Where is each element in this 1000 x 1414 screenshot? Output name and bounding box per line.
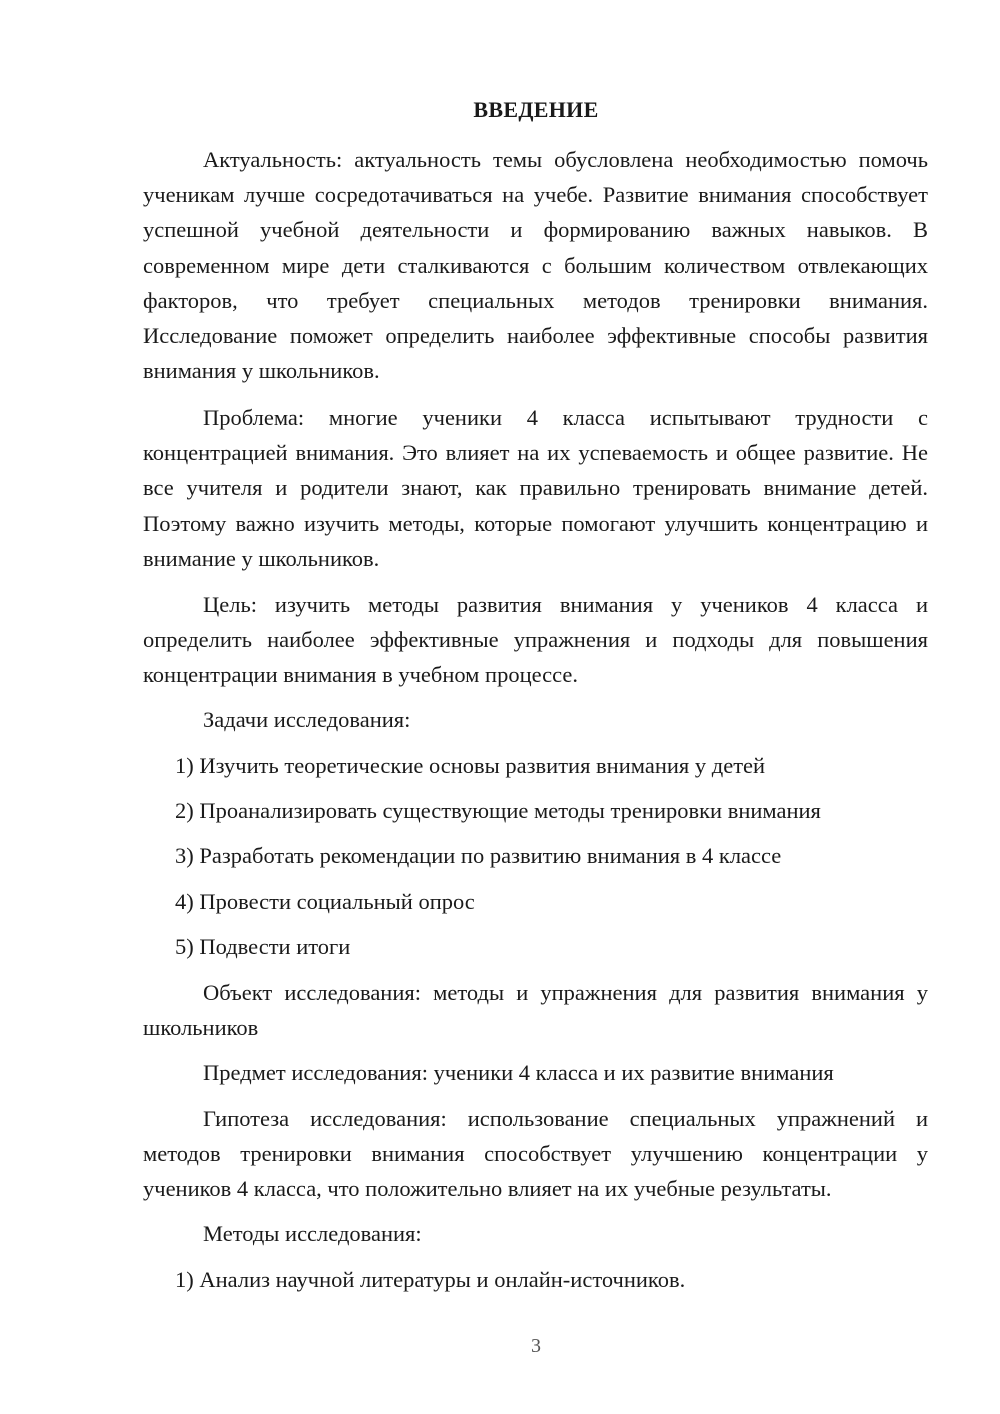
task-item-5: 5) Подвести итоги [175, 934, 351, 959]
goal-paragraph: Цель: изучить методы развития внимания у учеников 4 класса и определить наиболее эффективные упражнения и подходы для повышения концентрации внимания в учебном процессе. [143, 592, 928, 688]
task-item-1: 1) Изучить теоретические основы развития внимания у детей [175, 753, 766, 778]
methods-title: Методы исследования: [203, 1221, 422, 1246]
relevance-paragraph: Актуальность: актуальность темы обусловлена необходимостью помочь ученикам лучше сосредотачиваться на учебе. Развитие внимания способствует успешной учебной деятельности и формированию важных навыков. В современном мире дети сталкиваются с большим количеством отвлекающих факторов, что требует специальных методов тренировки внимания. Исследование поможет определить наиболее эффективные способы развития внимания у школьников. [143, 147, 928, 384]
task-item-4: 4) Провести социальный опрос [175, 889, 475, 914]
section-heading: ВВЕДЕНИЕ [473, 97, 599, 122]
task-item-2: 2) Проанализировать существующие методы тренировки внимания [175, 798, 821, 823]
subject-paragraph: Предмет исследования: ученики 4 класса и их развитие внимания [203, 1060, 834, 1085]
method-item-1: 1) Анализ научной литературы и онлайн-источников. [175, 1267, 686, 1292]
page-number: 3 [531, 1335, 541, 1357]
tasks-title: Задачи исследования: [203, 707, 411, 732]
task-item-3: 3) Разработать рекомендации по развитию внимания в 4 классе [175, 843, 782, 868]
problem-paragraph: Проблема: многие ученики 4 класса испытывают трудности с концентрацией внимания. Это влияет на их успеваемость и общее развитие. Не все учителя и родители знают, как правильно тренировать внимание детей. Поэтому важно изучить методы, которые помогают улучшить концентрацию и внимание у школьников. [143, 405, 928, 571]
object-paragraph: Объект исследования: методы и упражнения для развития внимания у школьников [143, 980, 928, 1041]
hypothesis-paragraph: Гипотеза исследования: использование специальных упражнений и методов тренировки внимания способствует улучшению концентрации у учеников 4 класса, что положительно влияет на их учебные результаты. [143, 1106, 928, 1202]
